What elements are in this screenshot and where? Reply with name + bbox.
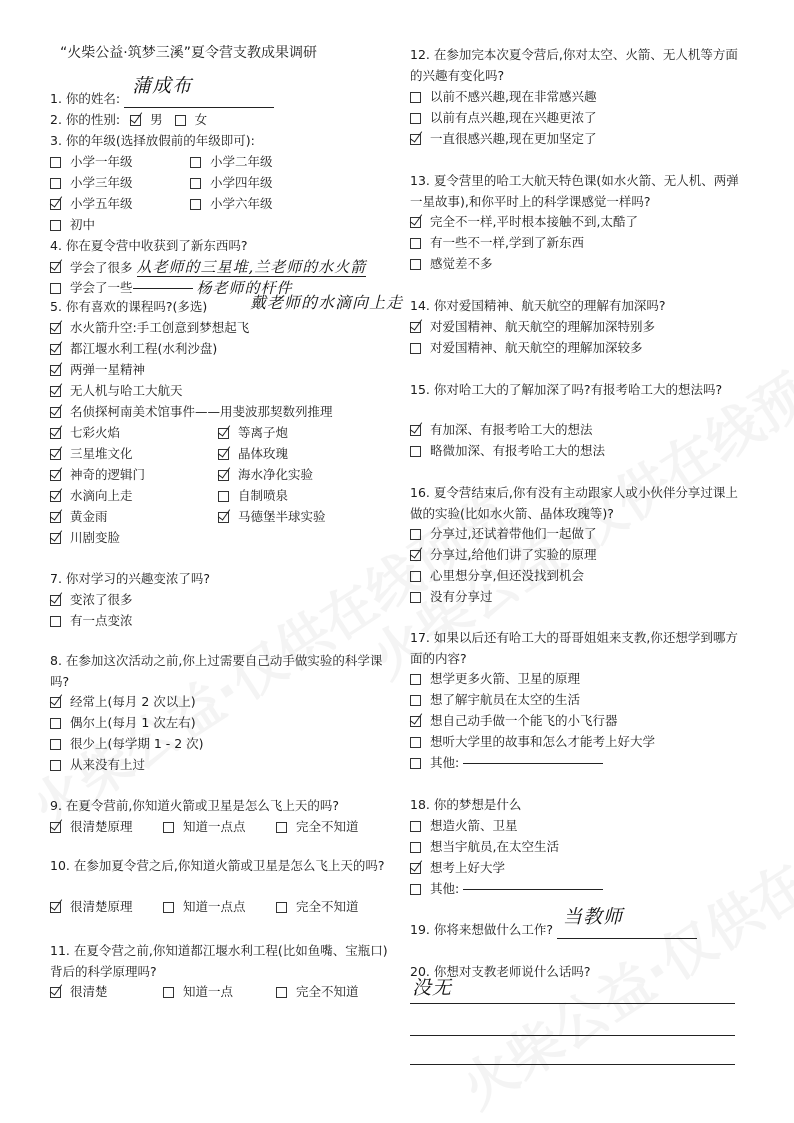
checkbox[interactable] xyxy=(50,739,61,750)
option-label: 想当宇航员,在太空生活 xyxy=(430,839,559,854)
checkbox[interactable] xyxy=(218,491,229,502)
option-label: 自制喷泉 xyxy=(238,488,289,503)
option-label: 其他: xyxy=(430,881,460,896)
option-label: 略微加深、有报考哈工大的想法 xyxy=(430,443,606,458)
grade-option xyxy=(50,216,95,234)
q11-option xyxy=(50,983,108,1001)
option-label: 初中 xyxy=(70,217,96,232)
option-label: 分享过,还试着带他们一起做了 xyxy=(430,526,597,541)
q17-option xyxy=(410,670,580,688)
checkbox[interactable] xyxy=(410,737,421,748)
checkbox[interactable] xyxy=(50,822,61,833)
q16-option xyxy=(410,567,584,585)
option-label: 有一点变浓 xyxy=(70,613,133,628)
q18-option xyxy=(410,880,603,898)
checkbox[interactable] xyxy=(190,157,201,168)
option-label: 黄金雨 xyxy=(70,509,108,524)
checkbox[interactable] xyxy=(50,760,61,771)
checkbox[interactable] xyxy=(410,425,421,436)
option-label: 其他: xyxy=(430,755,460,770)
grade-option xyxy=(190,174,273,192)
checkbox[interactable] xyxy=(50,386,61,397)
option-label: 三星堆文化 xyxy=(70,446,133,461)
handwritten-answer: 杨老师的杆件 xyxy=(196,279,293,297)
option-label: 想造火箭、卫星 xyxy=(430,818,518,833)
option-label: 小学二年级 xyxy=(210,154,273,169)
option-label: 对爱国精神、航天航空的理解加深特别多 xyxy=(430,319,656,334)
course-option xyxy=(218,445,288,463)
option-label: 马德堡半球实验 xyxy=(238,509,326,524)
checkbox[interactable] xyxy=(218,428,229,439)
name-answer: 蒲成布 xyxy=(132,75,193,97)
q11-option xyxy=(163,983,233,1001)
q10-option xyxy=(163,898,246,916)
checkbox[interactable] xyxy=(218,512,229,523)
option-label: 心里想分享,但还没找到机会 xyxy=(430,568,584,583)
checkbox[interactable] xyxy=(50,157,61,168)
checkbox[interactable] xyxy=(50,407,61,418)
option-label: 偶尔上(每月 1 次左右) xyxy=(70,715,196,730)
checkbox[interactable] xyxy=(50,533,61,544)
option-label: 名侦探柯南美术馆事件——用斐波那契数列推理 xyxy=(70,404,333,419)
gender-female-label: 女 xyxy=(194,112,208,127)
option-label: 很清楚原理 xyxy=(70,899,133,914)
checkbox[interactable] xyxy=(410,592,421,603)
option-label: 有加深、有报考哈工大的想法 xyxy=(430,422,593,437)
q4-option xyxy=(50,258,366,277)
q13-option xyxy=(410,255,493,273)
grade-option xyxy=(50,153,133,171)
q17-option xyxy=(410,754,603,772)
option-label: 等离子炮 xyxy=(238,425,289,440)
course-option xyxy=(50,445,133,463)
option-label: 学会了一些 xyxy=(70,280,133,295)
checkbox[interactable] xyxy=(410,674,421,685)
checkbox[interactable] xyxy=(276,902,287,913)
question-20-label: 20. 你想对支教老师说什么话吗? xyxy=(410,964,591,979)
option-label: 知道一点点 xyxy=(183,819,246,834)
question-7-label: 7. 你对学习的兴趣变浓了吗? xyxy=(50,571,211,586)
course-option xyxy=(218,424,288,442)
checkbox[interactable] xyxy=(50,987,61,998)
q10-option xyxy=(276,898,359,916)
checkbox[interactable] xyxy=(410,238,421,249)
q14-option xyxy=(410,318,655,336)
checkbox[interactable] xyxy=(410,884,421,895)
course-option xyxy=(50,424,120,442)
checkbox[interactable] xyxy=(163,822,174,833)
q7-option xyxy=(50,591,133,609)
q8-option xyxy=(50,693,196,711)
option-label: 小学四年级 xyxy=(210,175,273,190)
q12-option xyxy=(410,88,596,106)
q9-option xyxy=(163,818,246,836)
option-label: 很清楚 xyxy=(70,984,108,999)
checkbox[interactable] xyxy=(50,470,61,481)
option-label: 变浓了很多 xyxy=(70,592,133,607)
handwritten-answer: 从老师的三星堆,兰老师的水火箭 xyxy=(136,258,367,276)
question-3-label: 3. 你的年级(选择放假前的年级即可): xyxy=(50,133,255,148)
option-label: 学会了很多 xyxy=(70,259,133,275)
name-field[interactable] xyxy=(124,75,274,108)
q10-option xyxy=(50,898,133,916)
q8-option xyxy=(50,714,196,732)
option-label: 经常上(每月 2 次以上) xyxy=(70,694,196,709)
checkbox[interactable] xyxy=(50,199,61,210)
job-answer: 当教师 xyxy=(562,906,623,928)
q18-option xyxy=(410,838,559,856)
course-option xyxy=(50,340,217,358)
option-label: 想听大学里的故事和怎么才能考上好大学 xyxy=(430,734,656,749)
checkbox[interactable] xyxy=(410,842,421,853)
option-label: 神奇的逻辑门 xyxy=(70,467,146,482)
checkbox[interactable] xyxy=(410,343,421,354)
course-option xyxy=(50,487,133,505)
checkbox[interactable] xyxy=(410,217,421,228)
course-option xyxy=(50,382,183,400)
checkbox[interactable] xyxy=(190,199,201,210)
checkbox[interactable] xyxy=(410,113,421,124)
checkbox[interactable] xyxy=(276,987,287,998)
checkbox[interactable] xyxy=(410,863,421,874)
checkbox[interactable] xyxy=(410,259,421,270)
option-label: 以前有点兴趣,现在兴趣更浓了 xyxy=(430,110,597,125)
question-10-label: 10. 在参加夏令营之后,你知道火箭或卫星是怎么飞上天的吗? xyxy=(50,858,385,873)
checkbox[interactable] xyxy=(50,323,61,334)
q12-option xyxy=(410,130,596,148)
checkbox[interactable] xyxy=(50,365,61,376)
checkbox[interactable] xyxy=(410,695,421,706)
option-label: 都江堰水利工程(水利沙盘) xyxy=(70,341,218,356)
message-answer: 没无 xyxy=(412,977,453,999)
checkbox[interactable] xyxy=(410,821,421,832)
option-label: 感觉差不多 xyxy=(430,256,493,271)
option-label: 想考上好大学 xyxy=(430,860,506,875)
question-8-label: 8. 在参加这次活动之前,你上过需要自己动手做实验的科学课吗? xyxy=(50,653,383,689)
checkbox[interactable] xyxy=(190,178,201,189)
question-2-label: 2. 你的性别: xyxy=(50,112,121,127)
checkbox[interactable] xyxy=(218,470,229,481)
checkbox[interactable] xyxy=(50,902,61,913)
question-4-label: 4. 你在夏令营中收获到了新东西吗? xyxy=(50,238,248,253)
blank-line xyxy=(133,288,193,289)
q14-option xyxy=(410,339,643,357)
checkbox[interactable] xyxy=(410,92,421,103)
checkbox[interactable] xyxy=(50,718,61,729)
grade-option xyxy=(190,153,273,171)
checkbox[interactable] xyxy=(50,283,61,294)
question-1-label: 1. 你的姓名: xyxy=(50,91,121,106)
checkbox[interactable] xyxy=(50,449,61,460)
q17-option xyxy=(410,733,655,751)
question-14-label: 14. 你对爱国精神、航天航空的理解有加深吗? xyxy=(410,298,666,313)
option-label: 一直很感兴趣,现在更加坚定了 xyxy=(430,131,597,146)
question-1 xyxy=(50,75,274,108)
job-field[interactable] xyxy=(557,906,697,939)
course-option xyxy=(50,508,108,526)
checkbox[interactable] xyxy=(163,987,174,998)
question-11-label: 11. 在夏令营之前,你知道都江堰水利工程(比如鱼嘴、宝瓶口)背后的科学原理吗? xyxy=(50,943,388,979)
option-label: 想学更多火箭、卫星的原理 xyxy=(430,671,581,686)
option-label: 水火箭升空:手工创意到梦想起飞 xyxy=(70,320,250,335)
question-15-label: 15. 你对哈工大的了解加深了吗?有报考哈工大的想法吗? xyxy=(410,382,723,397)
option-label: 知道一点 xyxy=(183,984,234,999)
option-label: 从来没有上过 xyxy=(70,757,146,772)
checkbox[interactable] xyxy=(410,529,421,540)
option-label: 晶体玫瑰 xyxy=(238,446,289,461)
option-label: 完全不知道 xyxy=(296,899,359,914)
q16-option xyxy=(410,546,596,564)
checkbox[interactable] xyxy=(410,758,421,769)
option-label: 没有分享过 xyxy=(430,589,493,604)
checkbox[interactable] xyxy=(50,428,61,439)
checkbox[interactable] xyxy=(50,344,61,355)
checkbox[interactable] xyxy=(50,595,61,606)
course-option xyxy=(50,403,333,421)
grade-option xyxy=(50,174,133,192)
course-option xyxy=(218,466,313,484)
gender-male-checkbox[interactable] xyxy=(130,115,141,126)
option-label: 分享过,给他们讲了实验的原理 xyxy=(430,547,597,562)
option-label: 川剧变脸 xyxy=(70,530,121,545)
q8-option xyxy=(50,756,145,774)
page-title: “火柴公益·筑梦三溪”夏令营支教成果调研 xyxy=(60,45,317,61)
q13-option xyxy=(410,234,584,252)
checkbox[interactable] xyxy=(50,178,61,189)
course-option xyxy=(218,508,326,526)
option-label: 小学一年级 xyxy=(70,154,133,169)
q9-option xyxy=(276,818,359,836)
checkbox[interactable] xyxy=(50,262,61,273)
message-line[interactable] xyxy=(410,1046,735,1065)
message-line[interactable] xyxy=(410,1017,735,1036)
q11-option xyxy=(276,983,359,1001)
q18-option xyxy=(410,817,518,835)
option-label: 很清楚原理 xyxy=(70,819,133,834)
grade-option xyxy=(50,195,133,213)
checkbox[interactable] xyxy=(50,220,61,231)
question-19 xyxy=(410,906,697,939)
course-option xyxy=(50,319,249,337)
question-2 xyxy=(50,111,207,129)
checkbox[interactable] xyxy=(410,571,421,582)
question-16-label: 16. 夏令营结束后,你有没有主动跟家人或小伙伴分享过课上做的实验(比如水火箭、晶体玫瑰等)? xyxy=(410,485,738,521)
option-label: 无人机与哈工大航天 xyxy=(70,383,183,398)
option-label: 完全不知道 xyxy=(296,819,359,834)
option-label: 两弹一星精神 xyxy=(70,362,146,377)
q16-option xyxy=(410,588,493,606)
option-label: 有一些不一样,学到了新东西 xyxy=(430,235,584,250)
option-label: 小学六年级 xyxy=(210,196,273,211)
course-option xyxy=(50,361,145,379)
option-label: 水滴向上走 xyxy=(70,488,133,503)
option-label: 以前不感兴趣,现在非常感兴趣 xyxy=(430,89,597,104)
checkbox[interactable] xyxy=(410,134,421,145)
other-input[interactable] xyxy=(463,889,603,890)
q17-option xyxy=(410,712,618,730)
checkbox[interactable] xyxy=(163,902,174,913)
option-label: 很少上(每学期 1 - 2 次) xyxy=(70,736,204,751)
handwritten-answer: 戴老师的水滴向上走 xyxy=(250,293,404,312)
checkbox[interactable] xyxy=(50,491,61,502)
q16-option xyxy=(410,525,596,543)
question-17-label: 17. 如果以后还有哈工大的哥哥姐姐来支教,你还想学到哪方面的内容? xyxy=(410,630,738,666)
checkbox[interactable] xyxy=(410,716,421,727)
option-label: 想了解宇航员在太空的生活 xyxy=(430,692,581,707)
grade-option xyxy=(190,195,273,213)
course-option xyxy=(50,466,145,484)
q18-option xyxy=(410,859,505,877)
option-label: 海水净化实验 xyxy=(238,467,314,482)
gender-male-label: 男 xyxy=(150,112,163,127)
checkbox[interactable] xyxy=(50,512,61,523)
q13-option xyxy=(410,213,638,231)
checkbox[interactable] xyxy=(218,449,229,460)
question-13-label: 13. 夏令营里的哈工大航天特色课(如水火箭、无人机、两弹一星故事),和你平时上的科学课感觉一样吗? xyxy=(410,173,739,209)
checkbox[interactable] xyxy=(276,822,287,833)
gender-female-checkbox[interactable] xyxy=(175,115,186,126)
question-9-label: 9. 在夏令营前,你知道火箭或卫星是怎么飞上天的吗? xyxy=(50,798,340,813)
course-option xyxy=(218,487,288,505)
option-label: 知道一点点 xyxy=(183,899,246,914)
other-input[interactable] xyxy=(463,763,603,764)
checkbox[interactable] xyxy=(410,322,421,333)
message-line[interactable] xyxy=(410,977,735,1004)
question-19-label: 19. 你将来想做什么工作? xyxy=(410,922,553,937)
question-12-label: 12. 在参加完本次夏令营后,你对太空、火箭、无人机等方面的兴趣有变化吗? xyxy=(410,47,738,83)
q15-option xyxy=(410,421,593,439)
question-5-label: 5. 你有喜欢的课程吗?(多选) xyxy=(50,299,208,314)
course-option xyxy=(50,529,120,547)
q12-option xyxy=(410,109,596,127)
q17-option xyxy=(410,691,580,709)
option-label: 完全不一样,平时根本接触不到,太酷了 xyxy=(430,214,638,229)
option-label: 七彩火焰 xyxy=(70,425,121,440)
checkbox[interactable] xyxy=(410,550,421,561)
q8-option xyxy=(50,735,204,753)
checkbox[interactable] xyxy=(50,616,61,627)
option-label: 对爱国精神、航天航空的理解加深较多 xyxy=(430,340,643,355)
q9-option xyxy=(50,818,133,836)
checkbox[interactable] xyxy=(410,446,421,457)
q15-option xyxy=(410,442,605,460)
q7-option xyxy=(50,612,133,630)
question-18-label: 18. 你的梦想是什么 xyxy=(410,797,522,812)
option-label: 想自己动手做一个能飞的小飞行器 xyxy=(430,713,618,728)
checkbox[interactable] xyxy=(50,697,61,708)
option-label: 完全不知道 xyxy=(296,984,359,999)
option-label: 小学三年级 xyxy=(70,175,133,190)
option-label: 小学五年级 xyxy=(70,196,133,211)
